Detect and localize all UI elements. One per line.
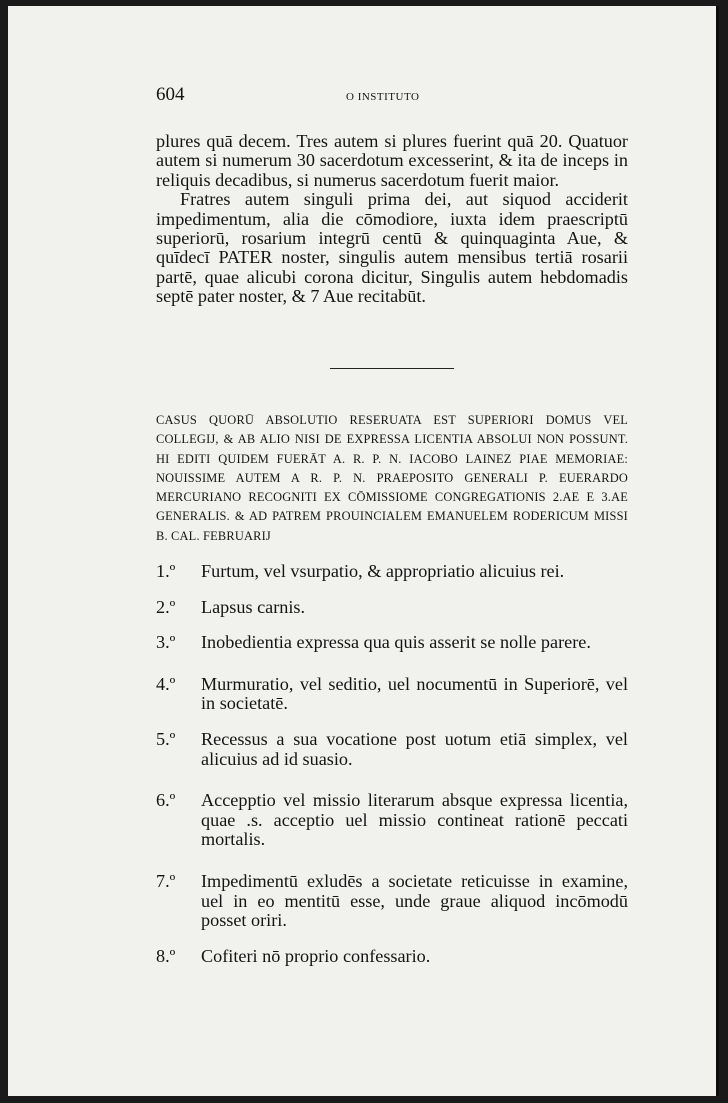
list-item — [156, 872, 628, 931]
list-item — [156, 791, 628, 850]
paragraph-1: plures quā decem. Tres autem si plures fuerint quā 20. Quatuor autem si numerum 30 sacerdotum excesserint, & ita de inceps in reliquis decadibus, si numerus sacerdotum fuerit maior. — [156, 131, 628, 190]
page-number: 604 — [156, 84, 185, 105]
item-text: Accepptio vel missio literarum absque expressa licentia, quae .s. acceptio uel missio contineat rationē peccati mortalis. — [201, 790, 628, 850]
list-item — [156, 730, 628, 769]
book-page — [8, 6, 719, 1096]
item-text: Inobedientia expressa qua quis asserit se nolle parere. — [201, 632, 591, 653]
casus-heading: CASUS QUORŪ ABSOLUTIO RESERUATA EST SUPERIORI DOMUS VEL COLLEGIJ, & AB ALIO NISI DE EXPRESSA LICENTIA ABSOLUI NON POSSUNT. HI EDITI QUIDEM FUERĀT A. R. P. N. IACOBO LAINEZ PIAE MEMORIAE: NOUISSIME AUTEM A R. P. N. PRAEPOSITO GENERALI P. EUERARDO MERCURIANO RECOGNITI EX CŌMISSIOME CONGREGATIONIS 2.AE E 3.AE GENERALIS. & AD PATREM PROUINCIALEM EMANUELEM RODERICUM MISSI B. CAL. FEBRUARIJ — [156, 413, 628, 543]
item-number: 3.º — [156, 632, 176, 653]
item-number: 6.º — [156, 790, 176, 811]
item-text: Furtum, vel vsurpatio, & appropriatio alicuius rei. — [201, 561, 565, 581]
page-header — [156, 84, 636, 114]
item-text: Lapsus carnis. — [201, 596, 306, 617]
list-item — [156, 675, 628, 714]
item-text: Impedimentū exludēs a societate reticuisse in examine, uel in eo mentitū esse, unde graue aliquod incōmodū posset oriri. — [201, 870, 628, 931]
item-number: 5.º — [156, 728, 176, 749]
item-number: 1.º — [156, 561, 176, 581]
item-number: 2.º — [156, 596, 176, 617]
list-item — [156, 633, 628, 653]
paragraph-2: Fratres autem singuli prima dei, aut siquod acciderit impedimentum, alia die cōmodiore, iuxta idem praescriptū superiorū, rosarium integrū centū & quinquaginta Aue, & quīdecī PATER noster, singulis autem mensibus tertiā rosarii partē, quae alicubi corona dicitur, Singulis autem hebdomadis septē pater noster, & 7 Aue recitabūt. — [156, 189, 628, 307]
item-text: Murmuratio, vel seditio, uel nocumentū in Superiorē, vel in societatē. — [201, 673, 628, 714]
casus-list — [156, 562, 628, 982]
list-item — [156, 947, 628, 967]
running-title: O INSTITUTO — [346, 91, 420, 103]
section-divider — [330, 368, 454, 369]
item-text: Recessus a sua vocatione post uotum etiā simplex, vel alicuius ad id suasio. — [201, 728, 628, 769]
list-item — [156, 598, 628, 618]
body-text — [156, 132, 628, 307]
item-number: 4.º — [156, 673, 176, 694]
item-text: Cofiteri nō proprio confessario. — [201, 945, 431, 966]
item-number: 8.º — [156, 945, 176, 966]
item-number: 7.º — [156, 870, 176, 891]
list-item — [156, 562, 628, 582]
